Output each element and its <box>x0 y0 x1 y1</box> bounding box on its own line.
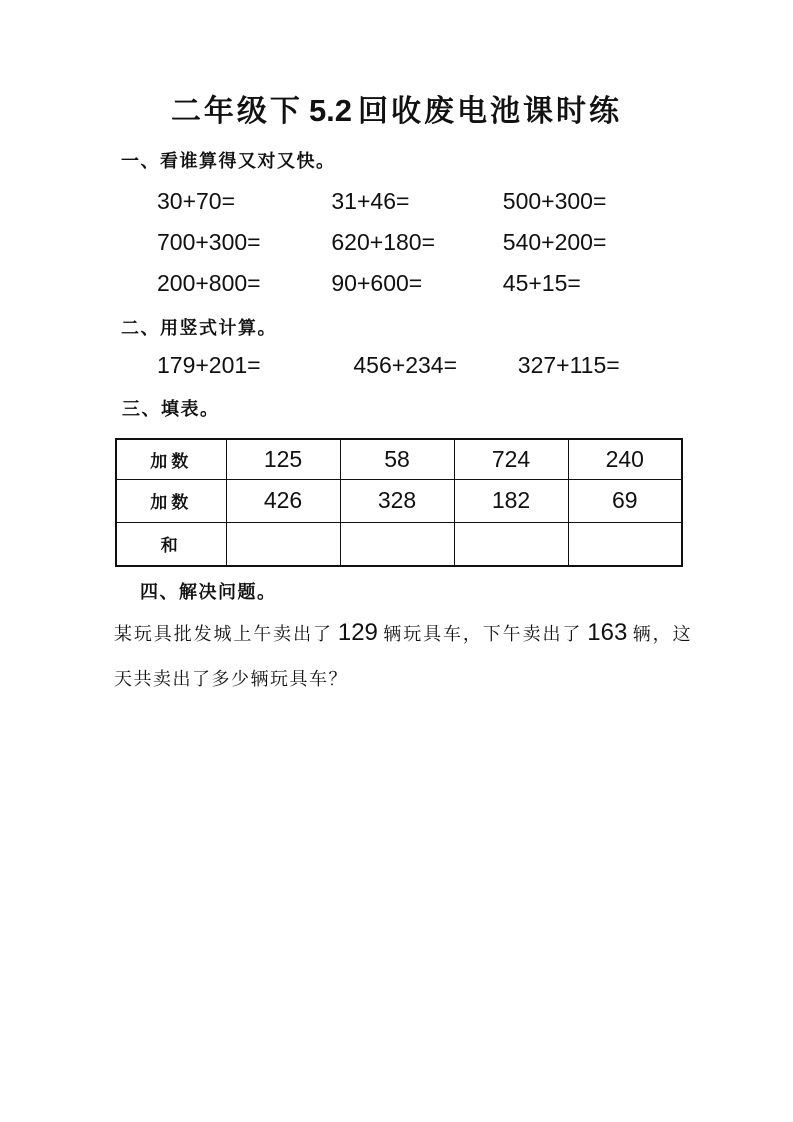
table-value-cell: 182 <box>454 479 568 522</box>
table-label-cell: 加数 <box>116 479 226 522</box>
fill-in-table <box>115 438 683 567</box>
table-label-cell: 和 <box>116 522 226 566</box>
word-problem-part: 某玩具批发城上午卖出了 <box>114 624 333 644</box>
table-value-cell: 58 <box>340 439 454 479</box>
table-row <box>116 522 682 566</box>
vertical-calc-row <box>157 354 620 377</box>
math-problem: 31+46= <box>331 188 410 214</box>
table-row <box>116 479 682 522</box>
math-problem: 327+115= <box>517 352 620 378</box>
section3-heading: 三、填表。 <box>122 399 220 419</box>
table-row <box>116 439 682 479</box>
table-value-cell: 69 <box>568 479 682 522</box>
page-title <box>0 86 793 130</box>
oral-calc-row <box>157 231 606 254</box>
table-value-cell: 240 <box>568 439 682 479</box>
table-answer-cell <box>454 522 568 566</box>
word-problem-number: 163 <box>587 619 628 646</box>
math-problem: 90+600= <box>331 270 423 296</box>
word-problem-text <box>114 610 692 702</box>
table-value-cell: 724 <box>454 439 568 479</box>
table-value-cell: 125 <box>226 439 340 479</box>
math-problem: 540+200= <box>502 229 607 255</box>
title-text-prefix: 二年级下 <box>170 95 303 128</box>
math-problem: 700+300= <box>157 229 261 255</box>
table-answer-cell <box>568 522 682 566</box>
table-value-cell: 328 <box>340 479 454 522</box>
section1-heading: 一、看谁算得又对又快。 <box>121 151 336 171</box>
title-lesson-number: 5.2 <box>308 93 353 128</box>
math-problem: 456+234= <box>353 352 458 378</box>
math-problem: 45+15= <box>502 270 581 296</box>
table-value-cell: 426 <box>226 479 340 522</box>
title-text-suffix: 回收废电池课时练 <box>358 95 623 128</box>
table-answer-cell <box>226 522 340 566</box>
word-problem-number: 129 <box>337 619 378 646</box>
math-problem: 30+70= <box>157 188 236 214</box>
math-problem: 179+201= <box>157 352 261 378</box>
oral-calc-row <box>157 190 606 213</box>
oral-calc-row <box>157 272 581 295</box>
section4-heading: 四、解决问题。 <box>140 582 277 602</box>
math-problem: 500+300= <box>502 188 607 214</box>
word-problem-part: 辆，这天共卖出了多少辆玩具车？ <box>114 624 693 689</box>
math-problem: 200+800= <box>157 270 261 296</box>
table-answer-cell <box>340 522 454 566</box>
table-label-cell: 加数 <box>116 439 226 479</box>
section2-heading: 二、用竖式计算。 <box>121 318 277 338</box>
math-problem: 620+180= <box>331 229 436 255</box>
word-problem-part: 辆玩具车，下午卖出了 <box>382 624 583 644</box>
